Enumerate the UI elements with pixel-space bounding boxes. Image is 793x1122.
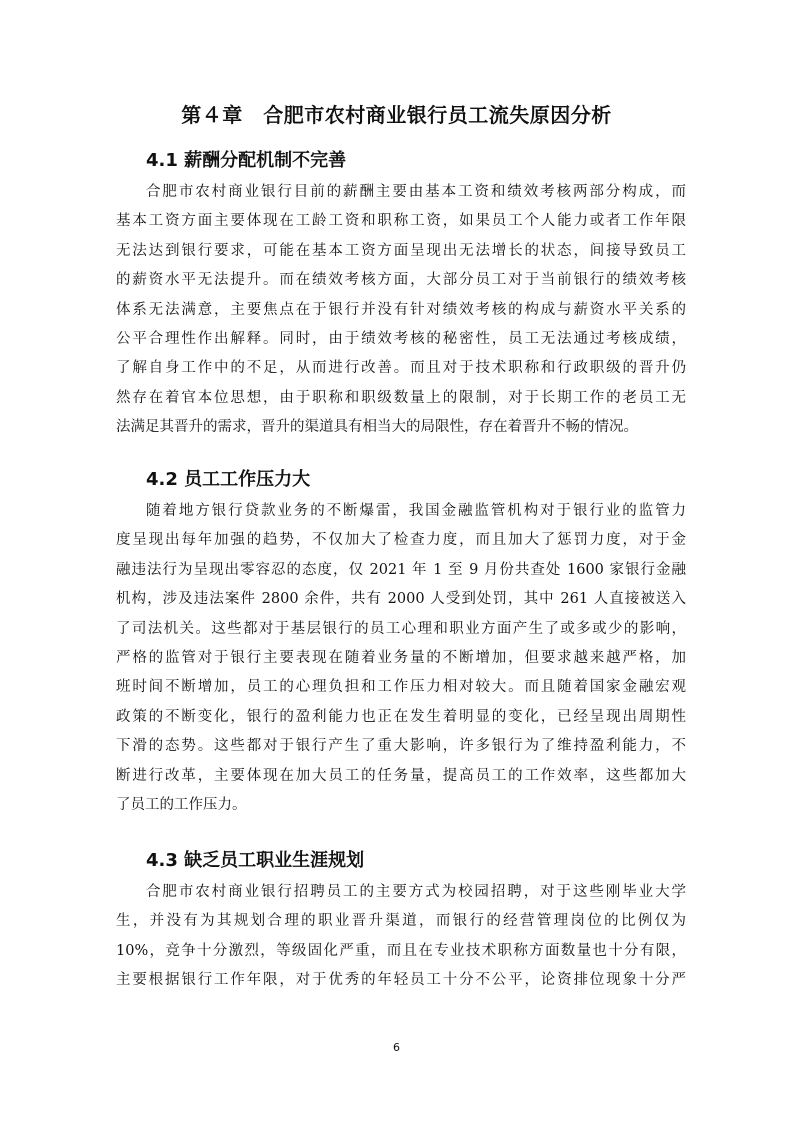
text-line: 合肥市农村商业银行招聘员工的主要方式为校园招聘，对于这些刚毕业大学 (146, 884, 686, 900)
text-line: 无法达到银行要求，可能在基本工资方面呈现出无法增长的状态，间接导致员工 (116, 242, 686, 259)
text-line: 机构，涉及违法案件 2800 余件，共有 2000 人受到处罚，其中 261 人直接被送入 (116, 591, 686, 608)
paragraph (116, 178, 686, 443)
text-line: 班时间不断增加，员工的心理负担和工作压力相对较大。而且随着国家金融宏观 (116, 679, 686, 696)
text-line: 生，并没有为其规划合理的职业晋升渠道，而银行的经营管理岗位的比例仅为 (116, 913, 686, 930)
text-line: 了员工的工作压力。 (116, 797, 247, 814)
chapter-title: 第４章 合肥市农村商业银行员工流失原因分析 (181, 103, 612, 127)
text-line: 10%，竞争十分激烈，等级固化严重，而且在专业技术职称方面数量也十分有限， (116, 942, 686, 959)
section-heading: 4.2 员工工作压力大 (146, 469, 311, 490)
text-line: 法满足其晋升的需求，晋升的渠道具有相当大的局限性，存在着晋升不畅的情况。 (116, 419, 638, 436)
text-line: 合肥市农村商业银行目前的薪酬主要由基本工资和绩效考核两部分构成，而 (146, 184, 686, 200)
section-4-3 (116, 846, 686, 996)
text-line: 融违法行为呈现出零容忍的态度，仅 2021 年 1 至 9 月份共查处 1600 家银行金融 (116, 561, 686, 578)
text-line: 基本工资方面主要体现在工龄工资和职称工资，如果员工个人能力或者工作年限 (116, 213, 686, 230)
section-4-2 (116, 465, 686, 820)
text-line: 断进行改革，主要体现在加大员工的任务量，提高员工的工作效率，这些都加大 (116, 767, 686, 784)
text-line: 然存在着官本位思想，由于职称和职级数量上的限制，对于长期工作的老员工无 (116, 389, 686, 406)
paragraph (116, 497, 686, 820)
text-line: 政策的不断变化，银行的盈利能力也正在发生着明显的变化，已经呈现出周期性 (116, 708, 686, 725)
text-line: 了解自身工作中的不足，从而进行改善。而且对于技术职称和行政职级的晋升仍 (116, 360, 686, 377)
text-line: 随着地方银行贷款业务的不断爆雷，我国金融监管机构对于银行业的监管力 (146, 503, 686, 519)
page-number: 6 (393, 1041, 400, 1054)
paragraph (116, 878, 686, 996)
text-line: 公平合理性作出解释。同时，由于绩效考核的秘密性，员工无法通过考核成绩， (116, 331, 686, 348)
text-line: 严格的监管对于银行主要表现在随着业务量的不断增加，但要求越来越严格，加 (116, 650, 686, 667)
text-line: 体系无法满意，主要焦点在于银行并没有针对绩效考核的构成与薪资水平关系的 (116, 301, 686, 318)
section-heading: 4.1 薪酬分配机制不完善 (146, 150, 347, 171)
section-4-1 (116, 146, 686, 443)
text-line: 下滑的态势。这些都对于银行产生了重大影响，许多银行为了维持盈利能力，不 (116, 738, 686, 755)
section-heading: 4.3 缺乏员工职业生涯规划 (146, 850, 365, 871)
text-line: 的薪资水平无法提升。而在绩效考核方面，大部分员工对于当前银行的绩效考核 (116, 272, 686, 289)
text-line: 了司法机关。这些都对于基层银行的员工心理和职业方面产生了或多或少的影响， (116, 620, 686, 637)
text-line: 度呈现出每年加强的趋势，不仅加大了检查力度，而且加大了惩罚力度，对于金 (116, 532, 686, 549)
text-line: 主要根据银行工作年限，对于优秀的年轻员工十分不公平，论资排位现象十分严 (116, 972, 686, 989)
